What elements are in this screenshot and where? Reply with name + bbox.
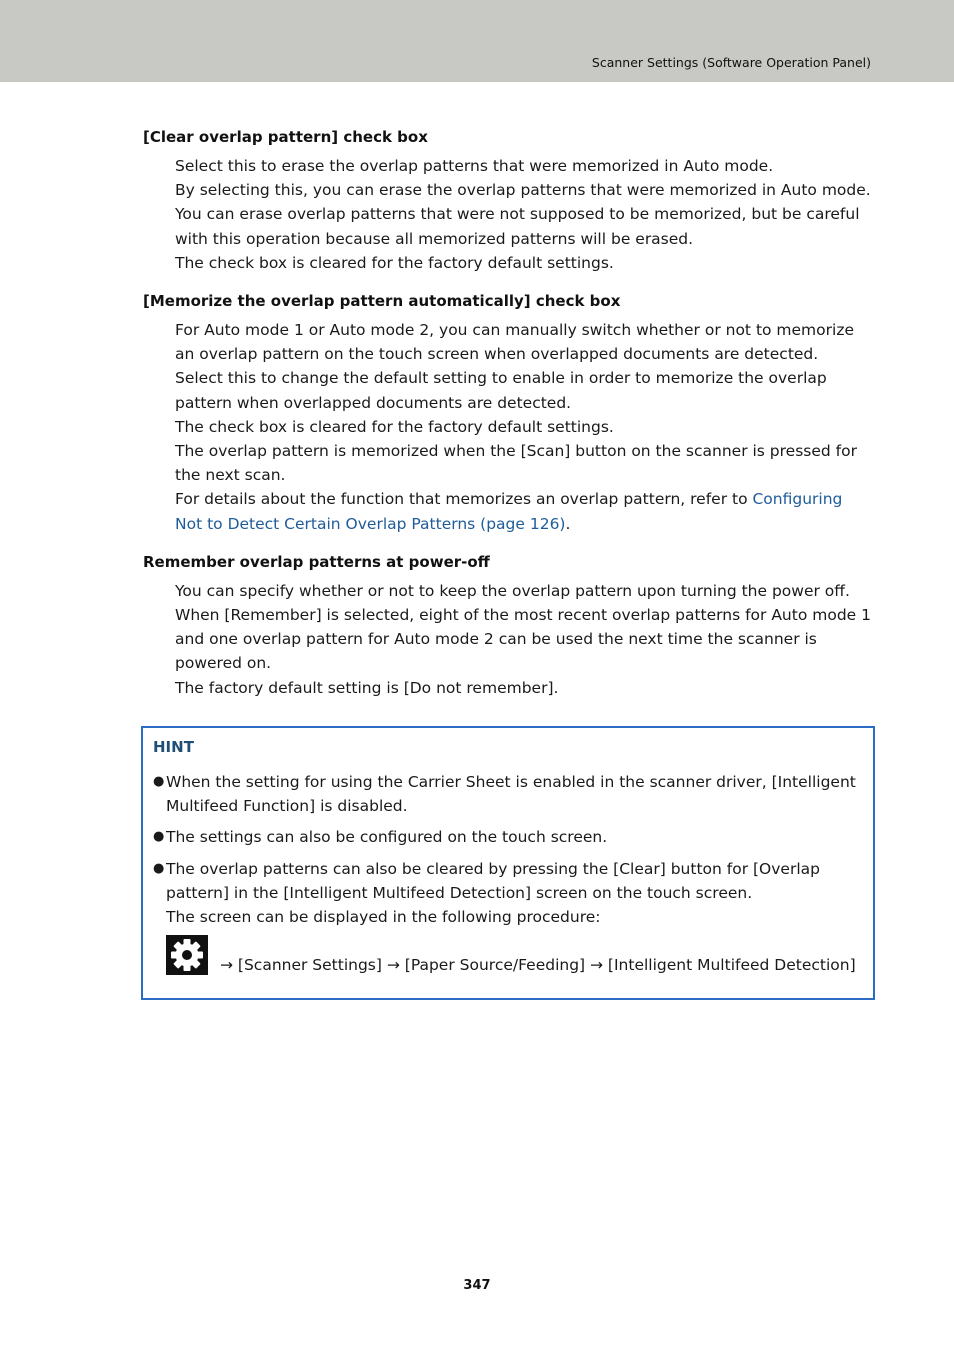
page-number: 347 xyxy=(463,1278,491,1293)
hint-item xyxy=(153,857,863,930)
hint-text-group xyxy=(166,857,863,930)
paragraph: By selecting this, you can erase the overlap patterns that were memorized in Auto mode. xyxy=(175,181,871,200)
hint-item xyxy=(153,825,863,849)
page-header xyxy=(0,0,954,82)
section-memorize-overlap xyxy=(143,290,873,536)
procedure-row xyxy=(166,935,856,975)
section-remember-overlap xyxy=(143,551,873,700)
section-body xyxy=(175,318,873,536)
paragraph: Select this to erase the overlap patterns that were memorized in Auto mode. xyxy=(175,157,774,175)
bullet: ● xyxy=(153,829,165,845)
hint-box xyxy=(141,726,875,1000)
reference-paragraph xyxy=(175,487,873,535)
paragraph: The factory default setting is [Do not remember]. xyxy=(175,678,559,697)
section-title: [Clear overlap pattern] check box xyxy=(143,128,428,146)
hint-text: When the setting for using the Carrier Sheet is enabled in the scanner driver, [Intelligent Multifeed Function] is disabled. xyxy=(166,773,856,816)
procedure-intro: The screen can be displayed in the following procedure: xyxy=(166,908,601,927)
reference-text: For details about the function that memorizes an overlap pattern, refer to xyxy=(175,490,753,509)
paragraph: For Auto mode 1 or Auto mode 2, you can manually switch whether or not to memorize an overlap pattern on the touch screen when overlapped documents are detected. xyxy=(175,321,854,364)
section-title: [Memorize the overlap pattern automatically] check box xyxy=(143,292,621,311)
hint-title: HINT xyxy=(153,738,194,756)
hint-list xyxy=(153,770,863,936)
section-body xyxy=(175,579,873,700)
hint-text: The settings can also be configured on the touch screen. xyxy=(166,828,608,847)
paragraph: You can specify whether or not to keep the overlap pattern upon turning the power off. xyxy=(175,581,850,600)
header-title: Scanner Settings (Software Operation Panel) xyxy=(591,55,871,70)
paragraph: The check box is cleared for the factory default settings. xyxy=(175,253,614,272)
paragraph: You can erase overlap patterns that were not supposed to be memorized, but be careful with this operation because all memorized patterns will be erased. xyxy=(175,205,860,248)
hint-text: The overlap patterns can also be cleared by pressing the [Clear] button for [Overlap pattern] in the [Intelligent Multifeed Detection] screen on the touch screen. xyxy=(166,859,820,902)
bullet: ● xyxy=(153,860,165,876)
paragraph: When [Remember] is selected, eight of the most recent overlap patterns for Auto mode 1 and one overlap pattern for Auto mode 2 can be used the next time the scanner is powered on. xyxy=(175,606,871,673)
paragraph: The overlap pattern is memorized when the [Scan] button on the scanner is pressed for the next scan. xyxy=(175,442,857,485)
section-body xyxy=(175,154,873,275)
reference-link[interactable]: Configuring Not to Detect Certain Overlap Patterns (page 126) xyxy=(175,490,843,533)
hint-item xyxy=(153,770,863,818)
paragraph: Select this to change the default setting to enable in order to memorize the overlap pattern when overlapped documents are detected. xyxy=(175,369,827,412)
procedure-path: → [Scanner Settings] → [Paper Source/Feeding] → [Intelligent Multifeed Detection] xyxy=(220,956,856,974)
section-clear-overlap xyxy=(143,126,873,275)
section-title: Remember overlap patterns at power-off xyxy=(143,552,490,571)
paragraph: The check box is cleared for the factory default settings. xyxy=(175,417,614,436)
main-content xyxy=(143,126,873,715)
reference-suffix: . xyxy=(565,514,571,533)
bullet: ● xyxy=(153,774,165,789)
gear-icon xyxy=(166,935,208,975)
